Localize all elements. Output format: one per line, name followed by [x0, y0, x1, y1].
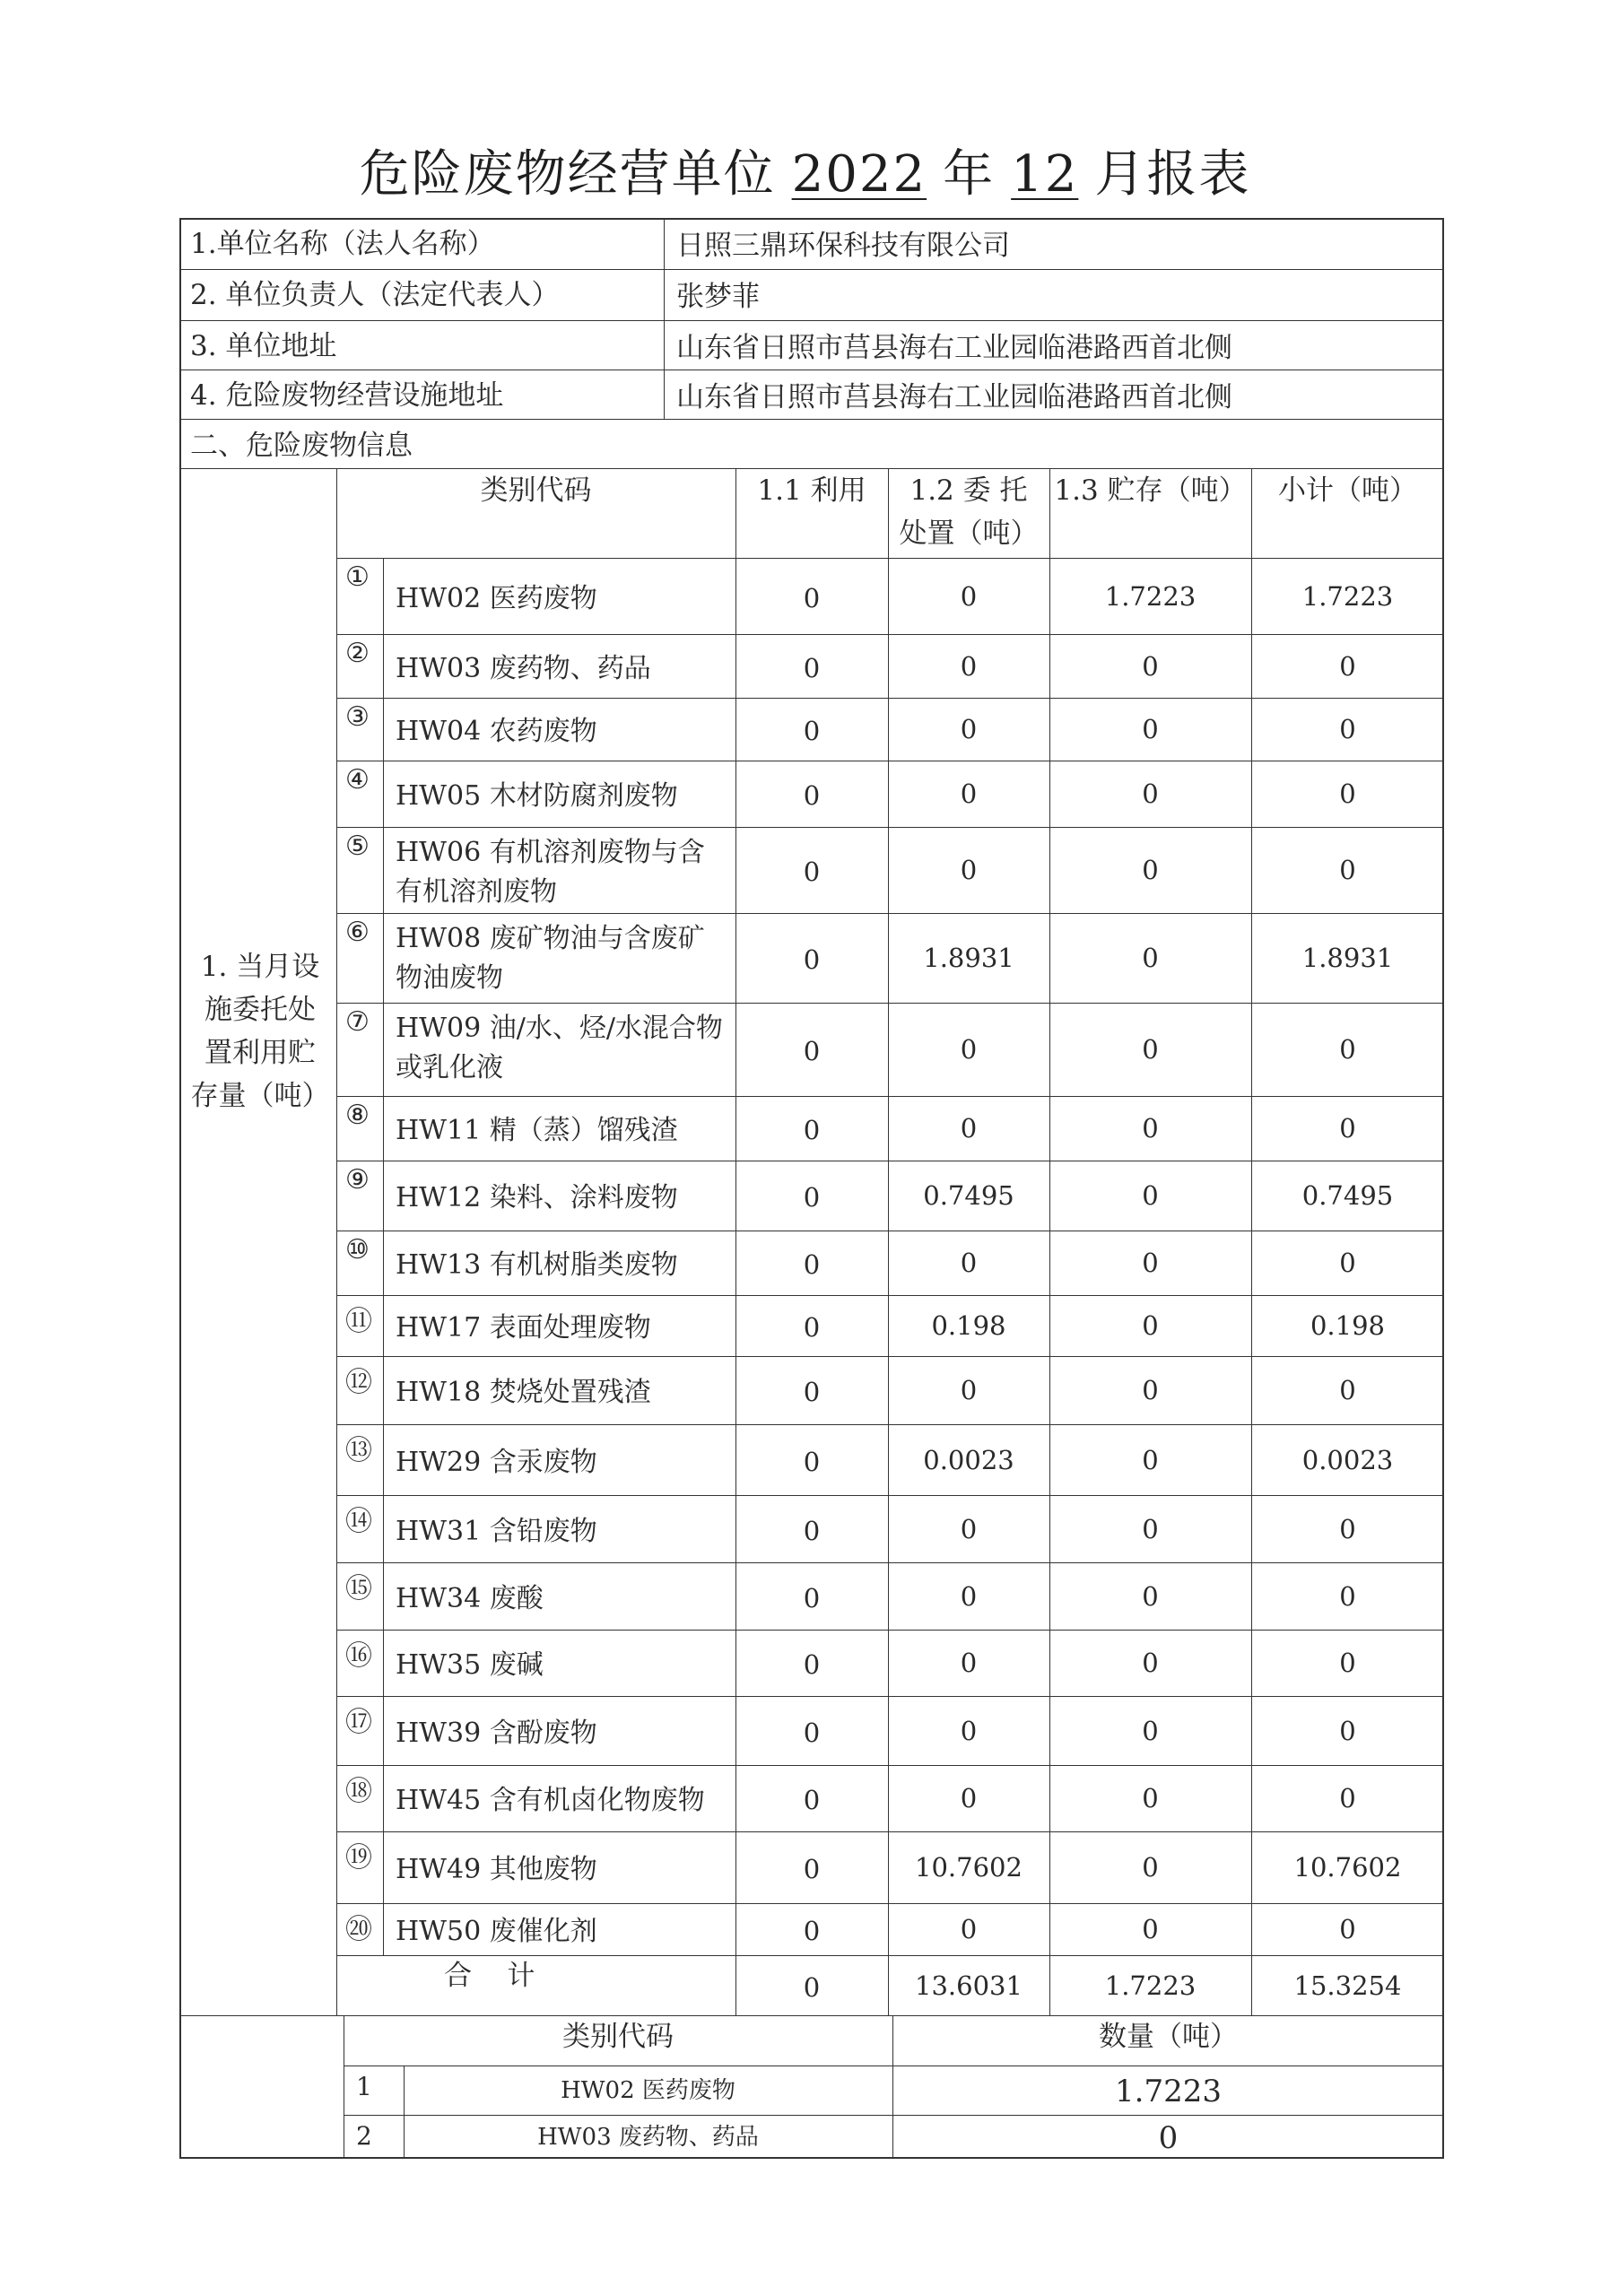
total-store: 1.7223	[1104, 1970, 1197, 2001]
side-label-line: 置利用贮	[205, 1037, 316, 1069]
row-index: ⑨	[345, 1164, 370, 1196]
index-divider	[383, 1630, 384, 1696]
info-row-line	[179, 419, 1444, 420]
row-index: ①	[345, 561, 370, 593]
row-index: ⑦	[345, 1006, 370, 1038]
total-subtotal: 15.3254	[1293, 1970, 1402, 2001]
waste-name: 或乳化液	[396, 1052, 503, 1083]
title-prefix: 危险废物经营单位	[359, 145, 776, 204]
value-use: 0	[803, 1785, 821, 1815]
waste-name: 有机溶剂废物	[396, 876, 557, 908]
value-use: 0	[803, 652, 821, 683]
total-use: 0	[803, 1972, 821, 2003]
header-line	[336, 558, 1444, 559]
table2-index: 1	[356, 2072, 372, 2101]
value-dispose: 0	[960, 1113, 978, 1144]
table2-name: HW02 医药废物	[561, 2076, 735, 2104]
waste-name: HW45 含有机卤化物废物	[396, 1785, 705, 1816]
row-index: ②	[345, 638, 370, 669]
waste-name: HW05 木材防腐剂废物	[396, 780, 678, 812]
value-use: 0	[803, 1582, 821, 1613]
value-dispose: 0	[960, 778, 978, 809]
value-store: 0	[1142, 1375, 1159, 1405]
index-divider	[383, 698, 384, 761]
table-row-line	[336, 1630, 1444, 1631]
index-divider	[383, 1096, 384, 1161]
table-row-line	[336, 1096, 1444, 1097]
table-row-line	[336, 1903, 1444, 1904]
value-use: 0	[803, 780, 821, 811]
value-store: 0	[1142, 855, 1159, 885]
value-dispose: 0	[960, 1034, 978, 1065]
table2-qty: 0	[1158, 2119, 1179, 2156]
index-divider	[383, 913, 384, 1003]
value-dispose: 0	[960, 1715, 978, 1746]
value-subtotal: 0	[1339, 778, 1356, 809]
value-use: 0	[803, 857, 821, 887]
total-dispose: 13.6031	[915, 1970, 1023, 2001]
table2-name: HW03 废药物、药品	[537, 2123, 759, 2151]
index-divider	[383, 1161, 384, 1231]
index-divider	[383, 558, 384, 634]
index-divider	[383, 1231, 384, 1295]
value-subtotal: 0	[1339, 1375, 1356, 1405]
index-divider	[383, 1696, 384, 1765]
value-dispose: 0	[960, 580, 978, 612]
value-dispose: 0.0023	[923, 1444, 1014, 1475]
row-index: ⑲	[345, 1842, 372, 1874]
waste-name: HW17 表面处理废物	[396, 1312, 651, 1344]
index-divider	[383, 761, 384, 827]
row-index: ⑭	[345, 1506, 372, 1537]
index-divider	[383, 1831, 384, 1903]
value-use: 0	[803, 1854, 821, 1884]
row-index: ③	[345, 701, 370, 733]
info-value: 张梦菲	[676, 281, 760, 313]
value-use: 0	[803, 1916, 821, 1946]
value-use: 0	[803, 944, 821, 975]
table-row-line	[336, 1356, 1444, 1357]
value-subtotal: 0	[1339, 1513, 1356, 1544]
total-line	[179, 2015, 1444, 2016]
waste-name: HW02 医药废物	[396, 582, 597, 614]
index-divider	[383, 1424, 384, 1495]
value-dispose: 0	[960, 1248, 978, 1278]
info-label: 2. 单位负责人（法定代表人）	[190, 279, 560, 311]
waste-name: HW09 油/水、烃/水混合物	[396, 1013, 723, 1044]
value-subtotal: 0	[1339, 714, 1356, 744]
value-store: 1.7223	[1104, 580, 1197, 612]
waste-name: HW39 含酚废物	[396, 1717, 597, 1749]
value-store: 0	[1142, 1783, 1159, 1813]
value-use: 0	[803, 1377, 821, 1407]
header-use: 1.1 利用	[757, 474, 866, 507]
side-label-line: 施委托处	[205, 994, 316, 1026]
waste-name: HW50 废催化剂	[396, 1916, 597, 1947]
waste-name: HW31 含铅废物	[396, 1515, 597, 1547]
value-store: 0	[1142, 778, 1159, 809]
value-store: 0	[1142, 1444, 1159, 1475]
waste-name: HW18 焚烧处置残渣	[396, 1377, 651, 1408]
table-row-line	[336, 827, 1444, 828]
value-dispose: 0.7495	[923, 1180, 1014, 1211]
value-subtotal: 0	[1339, 855, 1356, 885]
value-subtotal: 0	[1339, 1034, 1356, 1065]
row-index: ⑯	[345, 1640, 372, 1672]
header-code: 类别代码	[480, 474, 592, 507]
side-label-line: 存量（吨）	[190, 1080, 330, 1112]
index-divider	[383, 827, 384, 913]
value-store: 0	[1142, 1580, 1159, 1612]
index-divider	[383, 1562, 384, 1630]
value-subtotal: 0	[1339, 1914, 1356, 1944]
index-divider	[383, 1495, 384, 1562]
info-label: 3. 单位地址	[190, 330, 337, 362]
header-store: 1.3 贮存（吨）	[1054, 474, 1247, 507]
waste-name: HW49 其他废物	[396, 1854, 597, 1885]
row-index: ⑱	[345, 1776, 372, 1807]
value-use: 0	[803, 1115, 821, 1145]
table-row-line	[336, 698, 1444, 699]
info-label: 1.单位名称（法人名称）	[190, 228, 495, 260]
value-subtotal: 1.8931	[1301, 943, 1394, 973]
waste-name: HW13 有机树脂类废物	[396, 1249, 678, 1281]
value-store: 0	[1142, 1852, 1159, 1883]
value-store: 0	[1142, 650, 1159, 682]
value-subtotal: 0	[1339, 1648, 1356, 1678]
value-use: 0	[803, 1036, 821, 1066]
header-dispose-unit: 处置（吨）	[899, 517, 1039, 550]
title-month-suffix: 月报表	[1094, 145, 1251, 204]
value-use: 0	[803, 1446, 821, 1477]
value-subtotal: 0.198	[1310, 1310, 1386, 1341]
row-index: ⑫	[345, 1367, 372, 1398]
table-row-line	[336, 913, 1444, 914]
row-index: ⑰	[345, 1707, 372, 1738]
value-subtotal: 0	[1339, 1580, 1356, 1612]
value-dispose: 0	[960, 650, 978, 682]
value-store: 0	[1142, 943, 1159, 973]
value-store: 0	[1142, 1113, 1159, 1144]
row-index: ⑮	[345, 1573, 372, 1605]
waste-name: HW08 废矿物油与含废矿	[396, 923, 705, 954]
waste-name: HW12 染料、涂料废物	[396, 1182, 678, 1213]
value-subtotal: 0	[1339, 1113, 1356, 1144]
info-label: 4. 危险废物经营设施地址	[190, 379, 504, 412]
value-store: 0	[1142, 714, 1159, 744]
table-row-line	[336, 634, 1444, 635]
index-divider	[383, 1356, 384, 1424]
value-subtotal: 0.7495	[1301, 1180, 1394, 1211]
row-index: ④	[345, 764, 370, 796]
table2-header-qty: 数量（吨）	[1099, 2021, 1238, 2053]
value-dispose: 0	[960, 1648, 978, 1678]
table2-index: 2	[356, 2121, 372, 2151]
row-index: ⑩	[345, 1234, 370, 1265]
title-month: 12	[1011, 145, 1079, 204]
value-dispose: 0	[960, 1375, 978, 1405]
value-use: 0	[803, 1649, 821, 1680]
row-index: ⑧	[345, 1100, 370, 1131]
title-year: 2022	[791, 145, 927, 204]
index-divider	[383, 1765, 384, 1831]
value-use: 0	[803, 1312, 821, 1343]
row-index: ⑥	[345, 917, 370, 948]
side-label	[184, 945, 336, 1118]
waste-name: HW34 废酸	[396, 1582, 544, 1614]
value-dispose: 0	[960, 1914, 978, 1944]
value-use: 0	[803, 716, 821, 746]
value-dispose: 0.198	[931, 1310, 1006, 1341]
info-row-line	[179, 320, 1444, 321]
value-dispose: 0	[960, 1513, 978, 1544]
section-line	[179, 468, 1444, 469]
table-row-line	[336, 1495, 1444, 1496]
waste-name: HW11 精（蒸）馏残渣	[396, 1115, 678, 1146]
title-year-suffix: 年	[943, 145, 996, 204]
value-store: 0	[1142, 1034, 1159, 1065]
value-subtotal: 0	[1339, 1783, 1356, 1813]
side-label-line: 1. 当月设	[200, 951, 320, 983]
value-dispose: 10.7602	[915, 1852, 1023, 1883]
waste-name: HW29 含汞废物	[396, 1446, 597, 1478]
table-row-line	[336, 1295, 1444, 1296]
value-subtotal: 0	[1339, 1715, 1356, 1746]
value-store: 0	[1142, 1914, 1159, 1944]
table-row-line	[336, 1424, 1444, 1425]
row-index: ⑳	[345, 1914, 372, 1945]
info-value: 山东省日照市莒县海右工业园临港路西首北侧	[676, 332, 1232, 364]
value-store: 0	[1142, 1513, 1159, 1544]
waste-name: HW04 农药废物	[396, 716, 597, 747]
value-use: 0	[803, 1249, 821, 1280]
value-dispose: 0	[960, 1783, 978, 1813]
index-divider	[383, 1903, 384, 1955]
value-subtotal: 0	[1339, 650, 1356, 682]
value-use: 0	[803, 1717, 821, 1748]
waste-name: HW03 废药物、药品	[396, 652, 651, 684]
header-dispose: 1.2 委 托	[909, 474, 1028, 507]
row-index: ⑤	[345, 831, 370, 862]
waste-name: HW35 废碱	[396, 1649, 544, 1681]
info-value: 日照三鼎环保科技有限公司	[676, 230, 1010, 262]
header-subtotal: 小计（吨）	[1278, 474, 1417, 507]
index-divider	[383, 634, 384, 698]
table-row-line	[336, 1955, 1444, 1956]
table-row-line	[336, 1696, 1444, 1697]
table2-qty: 1.7223	[1115, 2073, 1222, 2109]
waste-name: HW06 有机溶剂废物与含	[396, 837, 705, 868]
total-label: 合 计	[444, 1960, 535, 1992]
waste-name: 物油废物	[396, 962, 503, 994]
row-index: ⑪	[345, 1306, 372, 1337]
table-row-line	[336, 1003, 1444, 1004]
table-row-line	[336, 1831, 1444, 1832]
value-subtotal: 10.7602	[1293, 1852, 1402, 1883]
value-store: 0	[1142, 1248, 1159, 1278]
section-title: 二、危险废物信息	[190, 430, 413, 462]
value-subtotal: 1.7223	[1301, 580, 1394, 612]
value-store: 0	[1142, 1180, 1159, 1211]
row-index: ⑬	[345, 1435, 372, 1466]
value-dispose: 0	[960, 714, 978, 744]
value-store: 0	[1142, 1715, 1159, 1746]
table-row-line	[336, 1765, 1444, 1766]
value-dispose: 0	[960, 855, 978, 885]
value-subtotal: 0	[1339, 1248, 1356, 1278]
info-row-line	[179, 269, 1444, 270]
value-dispose: 0	[960, 1580, 978, 1612]
value-use: 0	[803, 1515, 821, 1546]
index-divider	[383, 1295, 384, 1356]
table2-row-line	[344, 2115, 1444, 2116]
value-store: 0	[1142, 1310, 1159, 1341]
value-subtotal: 0.0023	[1301, 1444, 1394, 1475]
value-dispose: 1.8931	[923, 943, 1014, 973]
value-use: 0	[803, 1182, 821, 1213]
info-value: 山东省日照市莒县海右工业园临港路西首北侧	[676, 381, 1232, 413]
table2-header-code: 类别代码	[562, 2021, 674, 2053]
value-store: 0	[1142, 1648, 1159, 1678]
col-line	[336, 468, 337, 2015]
value-use: 0	[803, 582, 821, 613]
info-divider	[664, 218, 665, 419]
table-row-line	[336, 1562, 1444, 1563]
index-divider	[383, 1003, 384, 1096]
